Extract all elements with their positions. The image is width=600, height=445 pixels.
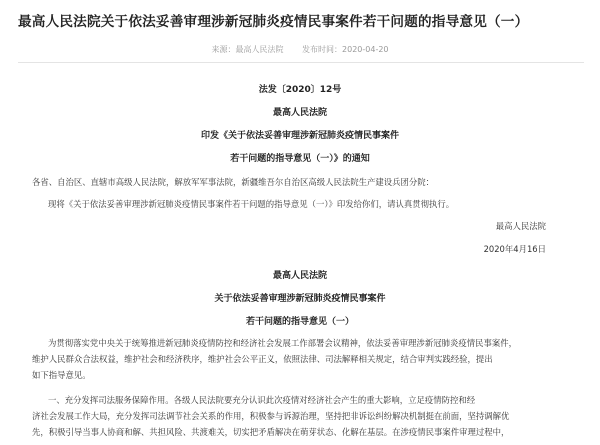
opinion-para2-line1: 一、充分发挥司法服务保障作用。各级人民法院要充分认识此次疫情对经济社会产生的重大影响，立足疫情防控和经 (48, 395, 476, 405)
article-meta (0, 44, 600, 55)
opinion-para1-line3: 如下指导意见。 (32, 370, 91, 380)
opinion-para1-line1: 为贯彻落实党中央关于统筹推进新冠肺炎疫情防控和经济社会发展工作部署会议精神，依法妥善审理涉新冠肺炎疫情民事案件， (48, 338, 517, 348)
title-divider (18, 62, 584, 63)
notice-addressees: 各省、自治区、直辖市高级人民法院，解放军军事法院，新疆维吾尔自治区高级人民法院生产建设兵团分院： (32, 177, 434, 187)
article-title: 最高人民法院关于依法妥善审理涉新冠肺炎疫情民事案件若干问题的指导意见（一） (18, 14, 529, 30)
opinion-issuer: 最高人民法院 (272, 271, 327, 281)
notice-sign-date: 2020年4月16日 (483, 244, 546, 254)
notice-issuer: 最高人民法院 (272, 108, 327, 118)
notice-heading-line1: 印发《关于依法妥善审理涉新冠肺炎疫情民事案件 (200, 131, 399, 141)
opinion-heading-line2: 若干问题的指导意见（一） (245, 317, 354, 327)
opinion-heading-line1: 关于依法妥善审理涉新冠肺炎疫情民事案件 (214, 294, 386, 304)
opinion-para2-line2: 济社会发展工作大局，充分发挥司法调节社会关系的作用，积极参与诉源治理，坚持把非诉讼纠纷解决机制挺在前面，坚持调解优 (32, 411, 510, 421)
notice-signature: 最高人民法院 (495, 221, 546, 231)
notice-body: 现将《关于依法妥善审理涉新冠肺炎疫情民事案件若干问题的指导意见（一）》印发给你们，请认真贯彻执行。 (48, 199, 455, 209)
article-date: 发布时间：2020-04-20 (302, 45, 389, 54)
notice-heading-line2: 若干问题的指导意见（一）》的通知 (230, 154, 370, 164)
article-source: 来源：最高人民法院 (211, 45, 284, 54)
doc-number: 法发〔2020〕12号 (258, 85, 342, 95)
opinion-para1-line2: 维护人民群众合法权益，维护社会和经济秩序，维护社会公平正义，依照法律、司法解释相关规定，结合审判实践经验，提出 (32, 354, 493, 364)
opinion-para2-line3: 先，积极引导当事人协商和解、共担风险、共渡难关，切实把矛盾解决在萌芽状态、化解在基层。在涉疫情民事案件审理过程中， (32, 427, 510, 437)
